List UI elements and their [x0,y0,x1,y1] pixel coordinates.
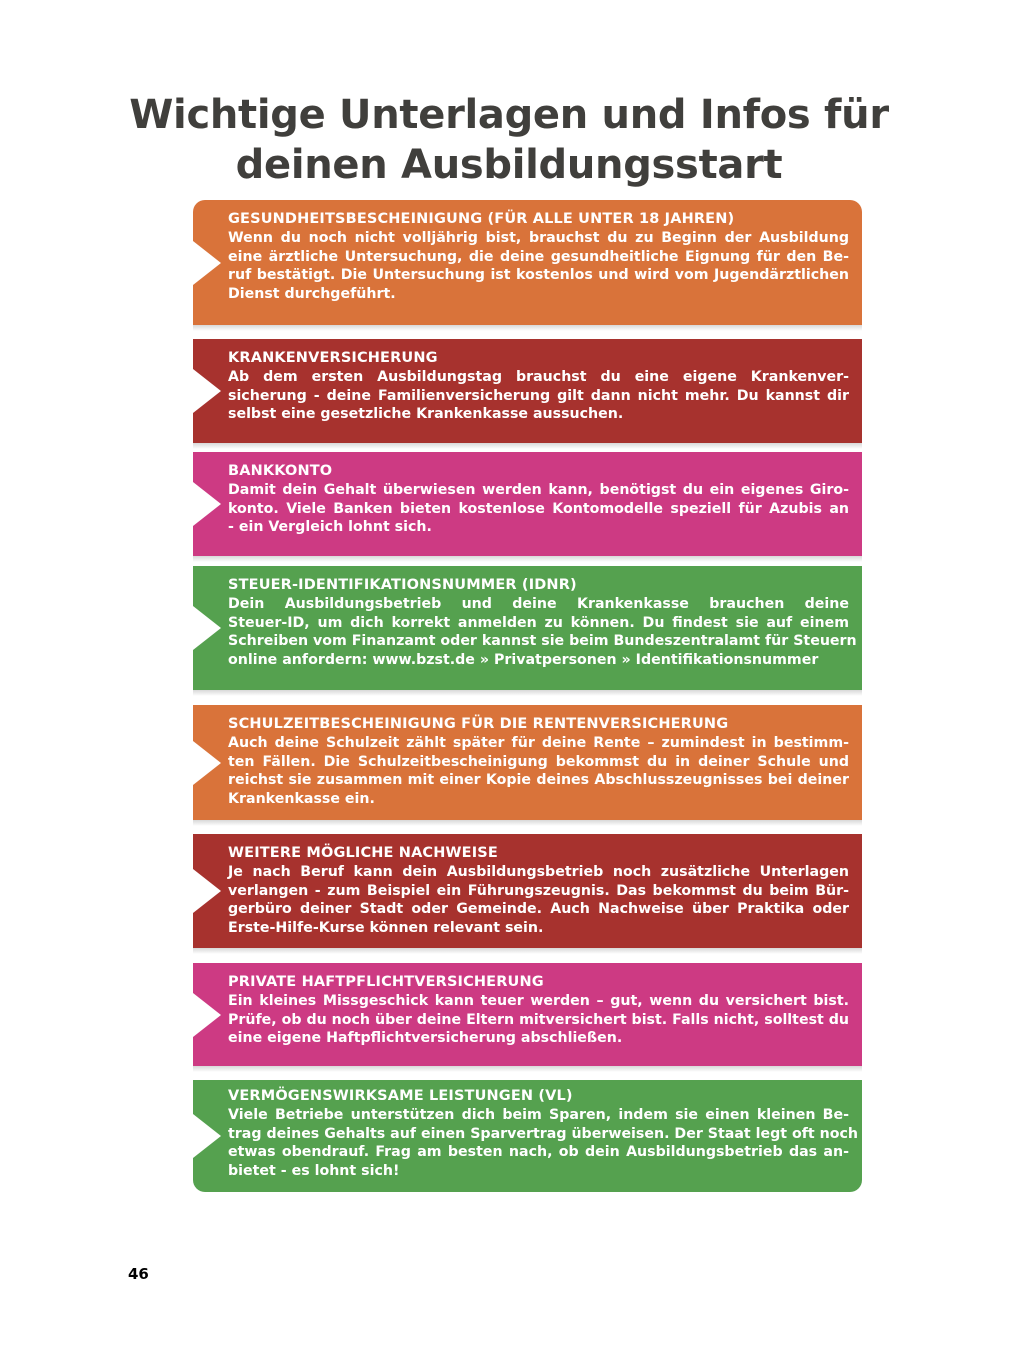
card-body [228,992,849,1048]
card-heading: STEUER-IDENTIFIKATIONSNUMMER (IDNR) [228,577,577,593]
card-body-line: Ein kleines Missgeschick kann teuer werden – gut, wenn du versichert bist. [228,993,849,1009]
card-body-line: ruf bestätigt. Die Untersuchung ist kostenlos und wird vom Jugendärztlichen [228,267,849,283]
card-body-line: online anfordern: www.bzst.de » Privatpersonen » Identifikationsnummer [228,651,819,668]
notch-arrow-icon [193,369,221,413]
info-card-krankenversicherung [193,339,862,443]
card-body-line: Ab dem ersten Ausbildungstag brauchst du eine eigene Krankenver- [228,369,849,385]
card-heading: GESUNDHEITSBESCHEINIGUNG (FÜR ALLE UNTER 18 JAHREN) [228,211,735,227]
info-card-list [193,200,862,1192]
card-heading: WEITERE MÖGLICHE NACHWEISE [228,845,498,861]
card-body-line: Steuer-ID, um dich korrekt anmelden zu können. Du findest sie auf einem [228,614,849,631]
card-body-line: reichst sie zusammen mit einer Kopie deines Abschlusszeugnisses bei deiner [228,772,849,788]
card-body-line: konto. Viele Banken bieten kostenlose Kontomodelle speziell für Azubis an [228,500,849,517]
info-card-steuer-id [193,566,862,690]
info-card-haftpflichtversicherung [193,963,862,1066]
notch-arrow-icon [193,606,221,650]
card-body-line: Erste-Hilfe-Kurse können relevant sein. [228,919,544,936]
card-body-line: verlangen - zum Beispiel ein Führungszeugnis. Das bekommst du beim Bür- [228,882,849,899]
card-body-line: selbst eine gesetzliche Krankenkasse aussuchen. [228,406,624,422]
card-heading: VERMÖGENSWIRKSAME LEISTUNGEN (VL) [228,1088,573,1104]
notch-arrow-icon [193,993,221,1037]
card-body-line: trag deines Gehalts auf einen Sparvertrag überweisen. Der Staat legt oft noch [228,1125,858,1142]
card-body-line: Damit dein Gehalt überwiesen werden kann, benötigst du ein eigenes Giro- [228,482,849,498]
info-card-gesundheitsbescheinigung [193,200,862,325]
card-body [228,1106,858,1180]
card-body-line: Dein Ausbildungsbetrieb und deine Krankenkasse brauchen deine [228,596,849,612]
info-card-vermoegenswirksame-leistungen [193,1080,862,1192]
page-title-line-2: deinen Ausbildungsstart [235,142,783,188]
card-body-line: Je nach Beruf kann dein Ausbildungsbetrieb noch zusätzliche Unterlagen [228,864,849,880]
card-body-line: Prüfe, ob du noch über deine Eltern mitversichert bist. Falls nicht, solltest du [228,1011,849,1028]
card-body-line: etwas obendrauf. Frag am besten nach, ob dein Ausbildungsbetrieb das an- [228,1144,849,1160]
notch-arrow-icon [193,741,221,785]
page-number: 46 [128,1265,149,1283]
card-body-line: Krankenkasse ein. [228,790,375,807]
card-body-line: sicherung - deine Familienversicherung gilt dann nicht mehr. Du kannst dir [228,387,849,404]
card-body [228,481,849,537]
card-body-line: Schreiben vom Finanzamt oder kannst sie beim Bundeszentralamt für Steuern [228,633,857,649]
card-body [228,229,849,303]
notch-arrow-icon [193,869,221,913]
info-card-bankkonto [193,452,862,556]
card-body [228,863,849,937]
card-body-line: Auch deine Schulzeit zählt später für deine Rente – zumindest in bestimm- [228,735,849,751]
card-heading: SCHULZEITBESCHEINIGUNG FÜR DIE RENTENVERSICHERUNG [228,716,729,732]
card-body-line: - ein Vergleich lohnt sich. [228,519,432,535]
card-body [228,595,857,669]
card-body-line: Wenn du noch nicht volljährig bist, brauchst du zu Beginn der Ausbildung [228,230,849,246]
card-body [228,734,849,808]
card-body-line: ten Fällen. Die Schulzeitbescheinigung bekommst du in deiner Schule und [228,753,849,770]
notch-arrow-icon [193,241,221,285]
card-body-line: Viele Betriebe unterstützen dich beim Sparen, indem sie einen kleinen Be- [228,1107,849,1123]
notch-arrow-icon [193,1114,221,1158]
page-title-line-1: Wichtige Unterlagen und Infos für [129,92,889,138]
notch-arrow-icon [193,482,221,526]
page-title [0,90,1018,190]
info-card-weitere-nachweise [193,834,862,948]
card-body-line: eine eigene Haftpflichtversicherung abschließen. [228,1030,623,1046]
card-body [228,368,849,424]
card-body-line: eine ärztliche Untersuchung, die deine gesundheitliche Eignung für den Be- [228,248,849,265]
info-card-schulzeitbescheinigung [193,705,862,820]
card-body-line: bietet - es lohnt sich! [228,1162,400,1179]
card-heading: BANKKONTO [228,463,333,479]
card-heading: KRANKENVERSICHERUNG [228,350,438,366]
card-body-line: Dienst durchgeführt. [228,285,396,302]
card-body-line: gerbüro deiner Stadt oder Gemeinde. Auch Nachweise über Praktika oder [228,901,849,917]
card-heading: PRIVATE HAFTPFLICHTVERSICHERUNG [228,974,544,990]
